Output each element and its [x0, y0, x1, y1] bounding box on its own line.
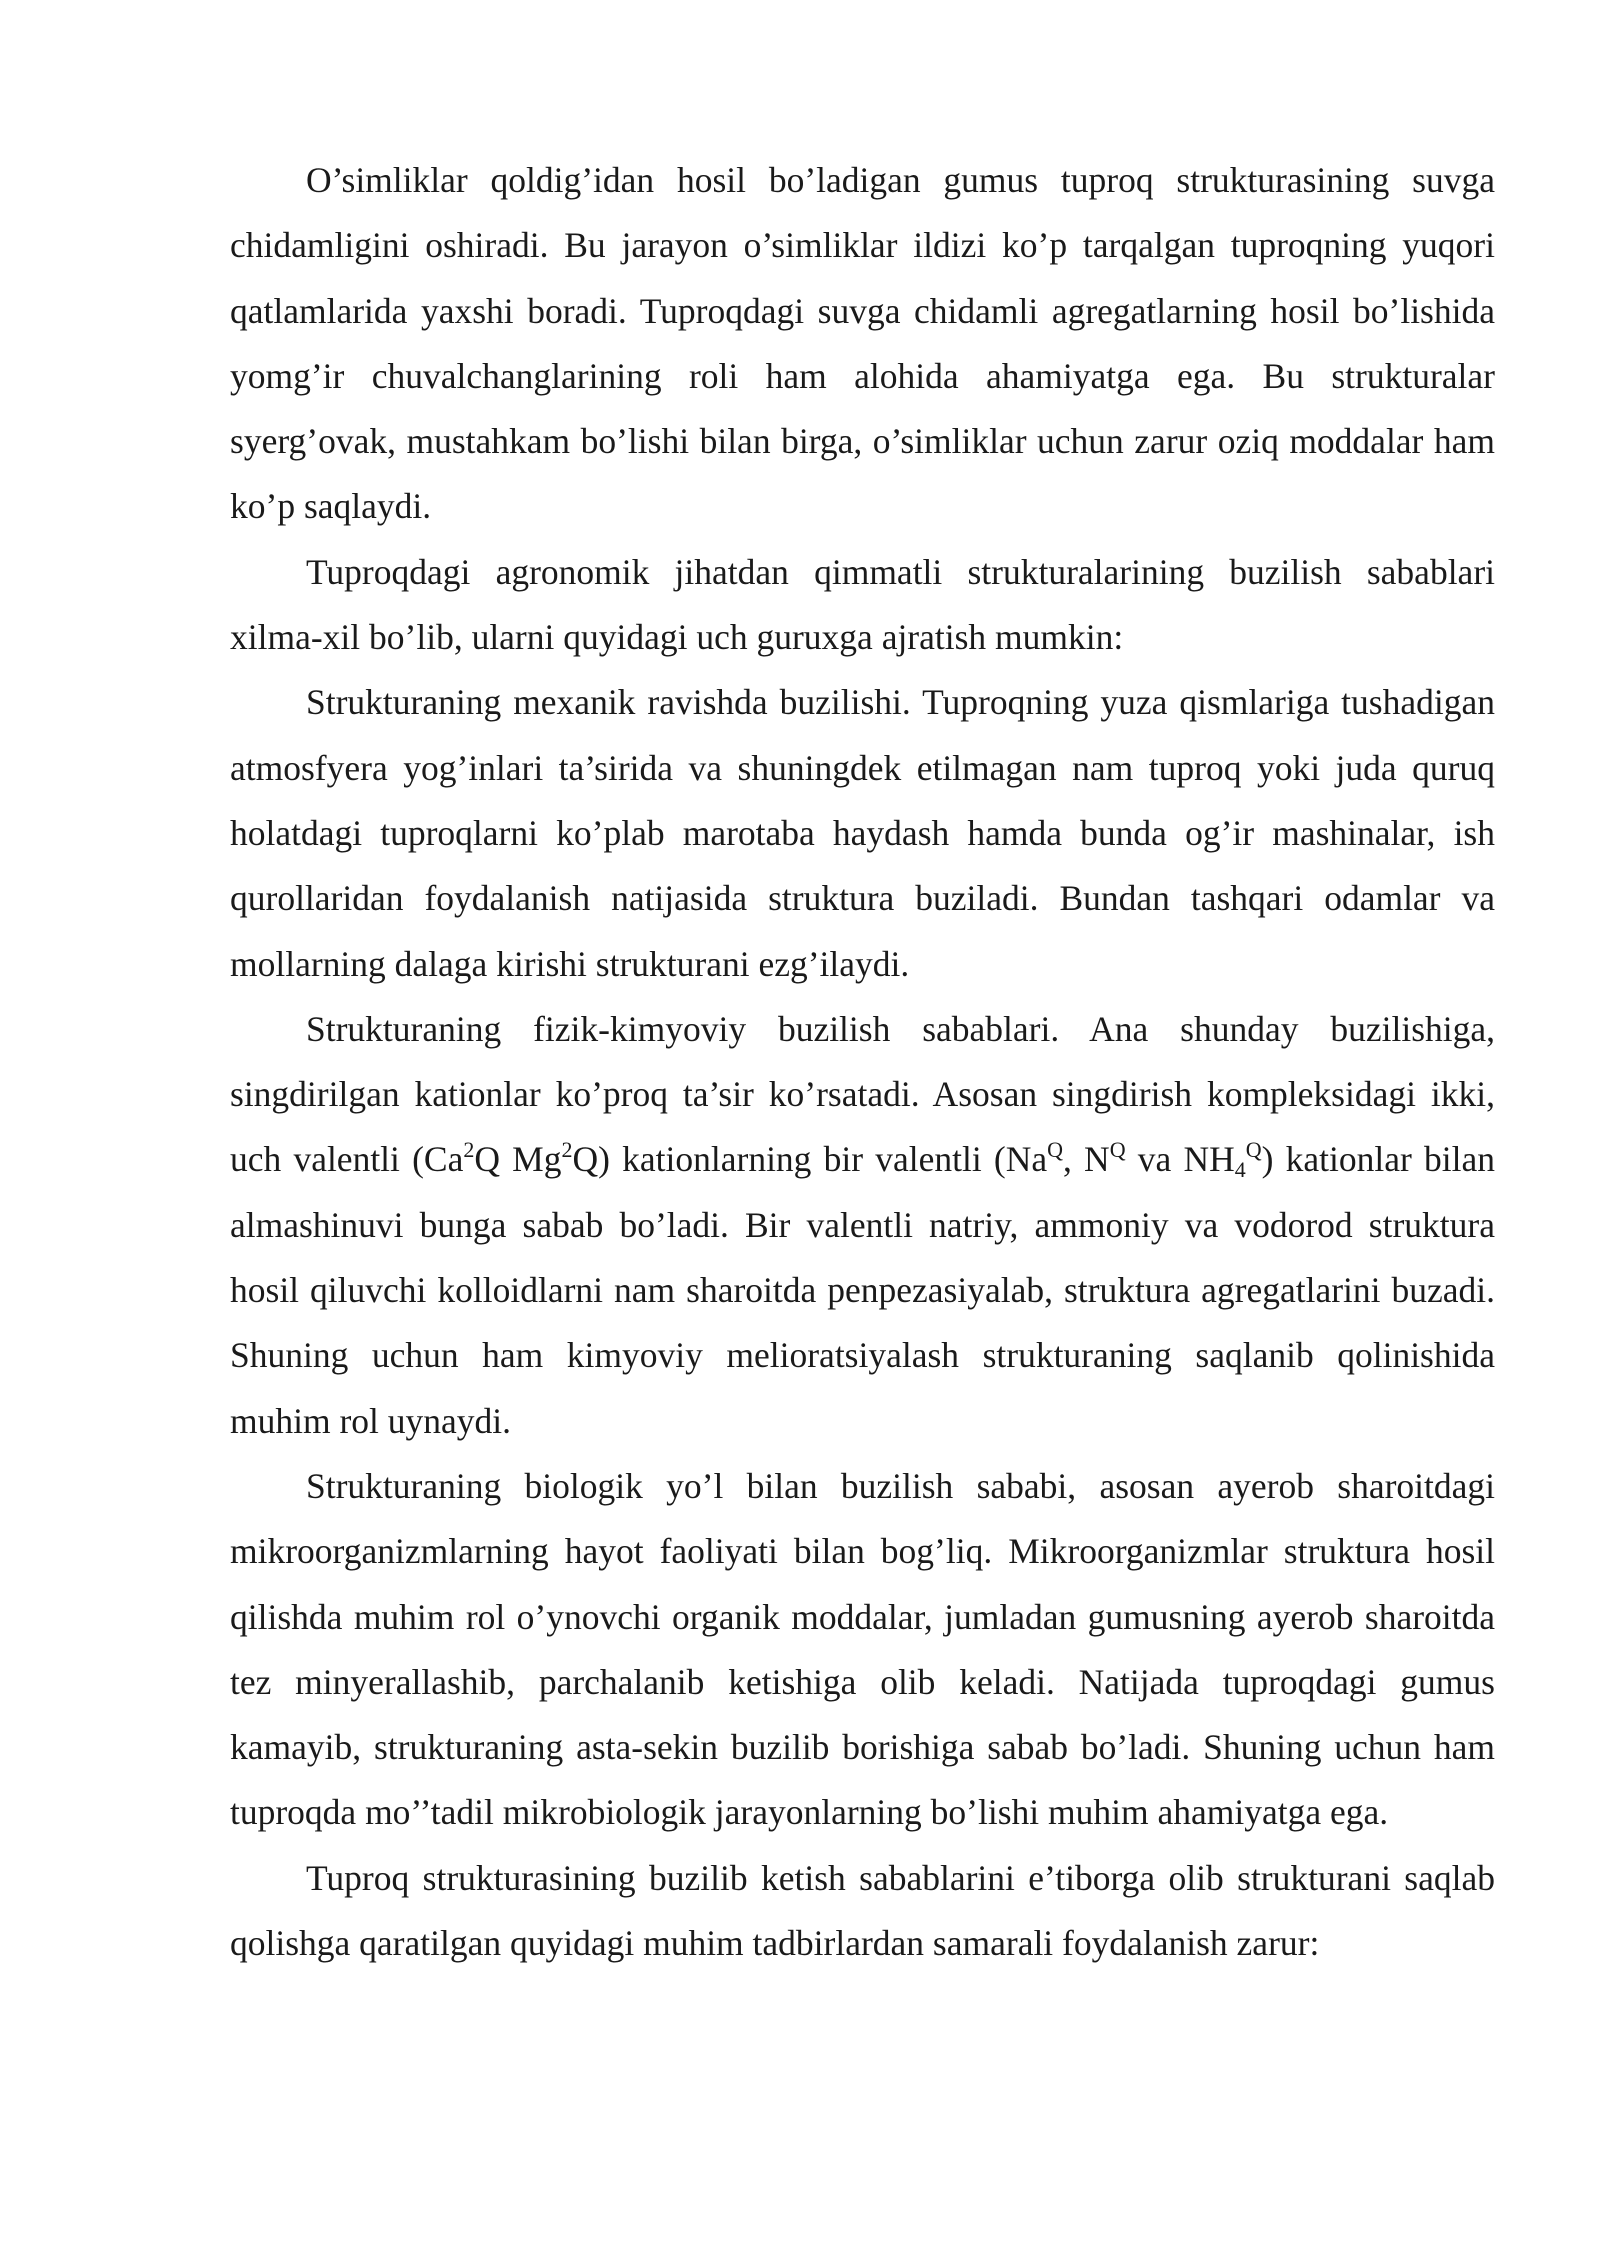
chem-sup-2: 2	[561, 1137, 573, 1163]
chem-text-6: ) kationlar bilan almashinuvi bunga sabab bo’ladi. Bir valentli natriy, ammoniy va vodorod struktura hosil qiluvchi kolloidlarni nam sharoitda penpezasiyalab, struktura agregatlarini buzadi. Shuning uchun ham kimyoviy melioratsiyalash strukturaning saqlanib qolinishida muhim rol uynaydi.	[230, 1139, 1495, 1441]
chem-sub-5: 4	[1234, 1157, 1246, 1183]
chem-sup-1: 2	[463, 1137, 475, 1163]
chem-text-3: Q) kationlarning bir valentli (Na	[572, 1139, 1048, 1180]
document-page	[230, 148, 1495, 1976]
chem-sup-4: Q	[1109, 1137, 1126, 1163]
chem-sup-5: Q	[1245, 1137, 1262, 1163]
paragraph-mechanical: Strukturaning mexanik ravishda buzilishi. Tuproqning yuza qismlariga tushadigan atmosfyera yog’inlari ta’sirida va shuningdek etilmagan nam tuproq yoki juda quruq holatdagi tuproqlarni ko’plab marotaba haydash hamda bunda og’ir mashinalar, ish qurollaridan foydalanish natijasida struktura buziladi. Bundan tashqari odamlar va mollarning dalaga kirishi strukturani ezg’ilaydi.	[230, 682, 1495, 984]
paragraph-biological: Strukturaning biologik yo’l bilan buzilish sababi, asosan ayerob sharoitdagi mikroorganizmlarning hayot faoliyati bilan bog’liq. Mikroorganizmlar struktura hosil qilishda muhim rol o’ynovchi organik moddalar, jumladan gumusning ayerob sharoitda tez minyerallashib, parchalanib ketishiga olib keladi. Natijada tuproqdagi gumus kamayib, strukturaning asta-sekin buzilib borishiga sabab bo’ladi. Shuning uchun ham tuproqda mo’’tadil mikrobiologik jarayonlarning bo’lishi muhim ahamiyatga ega.	[230, 1465, 1495, 1833]
paragraph-structure-causes: Tuproqdagi agronomik jihatdan qimmatli strukturalarining buzilish sabablari xilma-xil bo’lib, ularni quyidagi uch guruxga ajratish mumkin:	[230, 551, 1495, 658]
chem-text-5: va NH	[1125, 1139, 1235, 1180]
paragraph-measures: Tuproq strukturasining buzilib ketish sabablarini e’tiborga olib strukturani saqlab qolishga qaratilgan quyidagi muhim tadbirlardan samarali foydalanish zarur:	[230, 1857, 1495, 1964]
chem-text-2: Q Mg	[474, 1139, 562, 1180]
paragraph-humus: O’simliklar qoldig’idan hosil bo’ladigan gumus tuproq strukturasining suvga chidamligini oshiradi. Bu jarayon o’simliklar ildizi ko’p tarqalgan tuproqning yuqori qatlamlarida yaxshi boradi. Tuproqdagi suvga chidamli agregatlarning hosil bo’lishida yomg’ir chuvalchanglarining roli ham alohida ahamiyatga ega. Bu strukturalar syerg’ovak, mustahkam bo’lishi bilan birga, o’simliklar uchun zarur oziq moddalar ham ko’p saqlaydi.	[230, 160, 1495, 527]
chem-text-1: Strukturaning fizik-kimyoviy buzilish sabablari. Ana shunday buzilishiga, singdirilgan kationlar ko’proq ta’sir ko’rsatadi. Asosan singdirish kompleksidagi ikki, uch valentli (Ca	[230, 1008, 1495, 1180]
paragraph-physico-chemical	[230, 997, 1495, 1454]
chem-sup-3: Q	[1047, 1137, 1063, 1163]
chem-text-4: , N	[1063, 1139, 1110, 1180]
